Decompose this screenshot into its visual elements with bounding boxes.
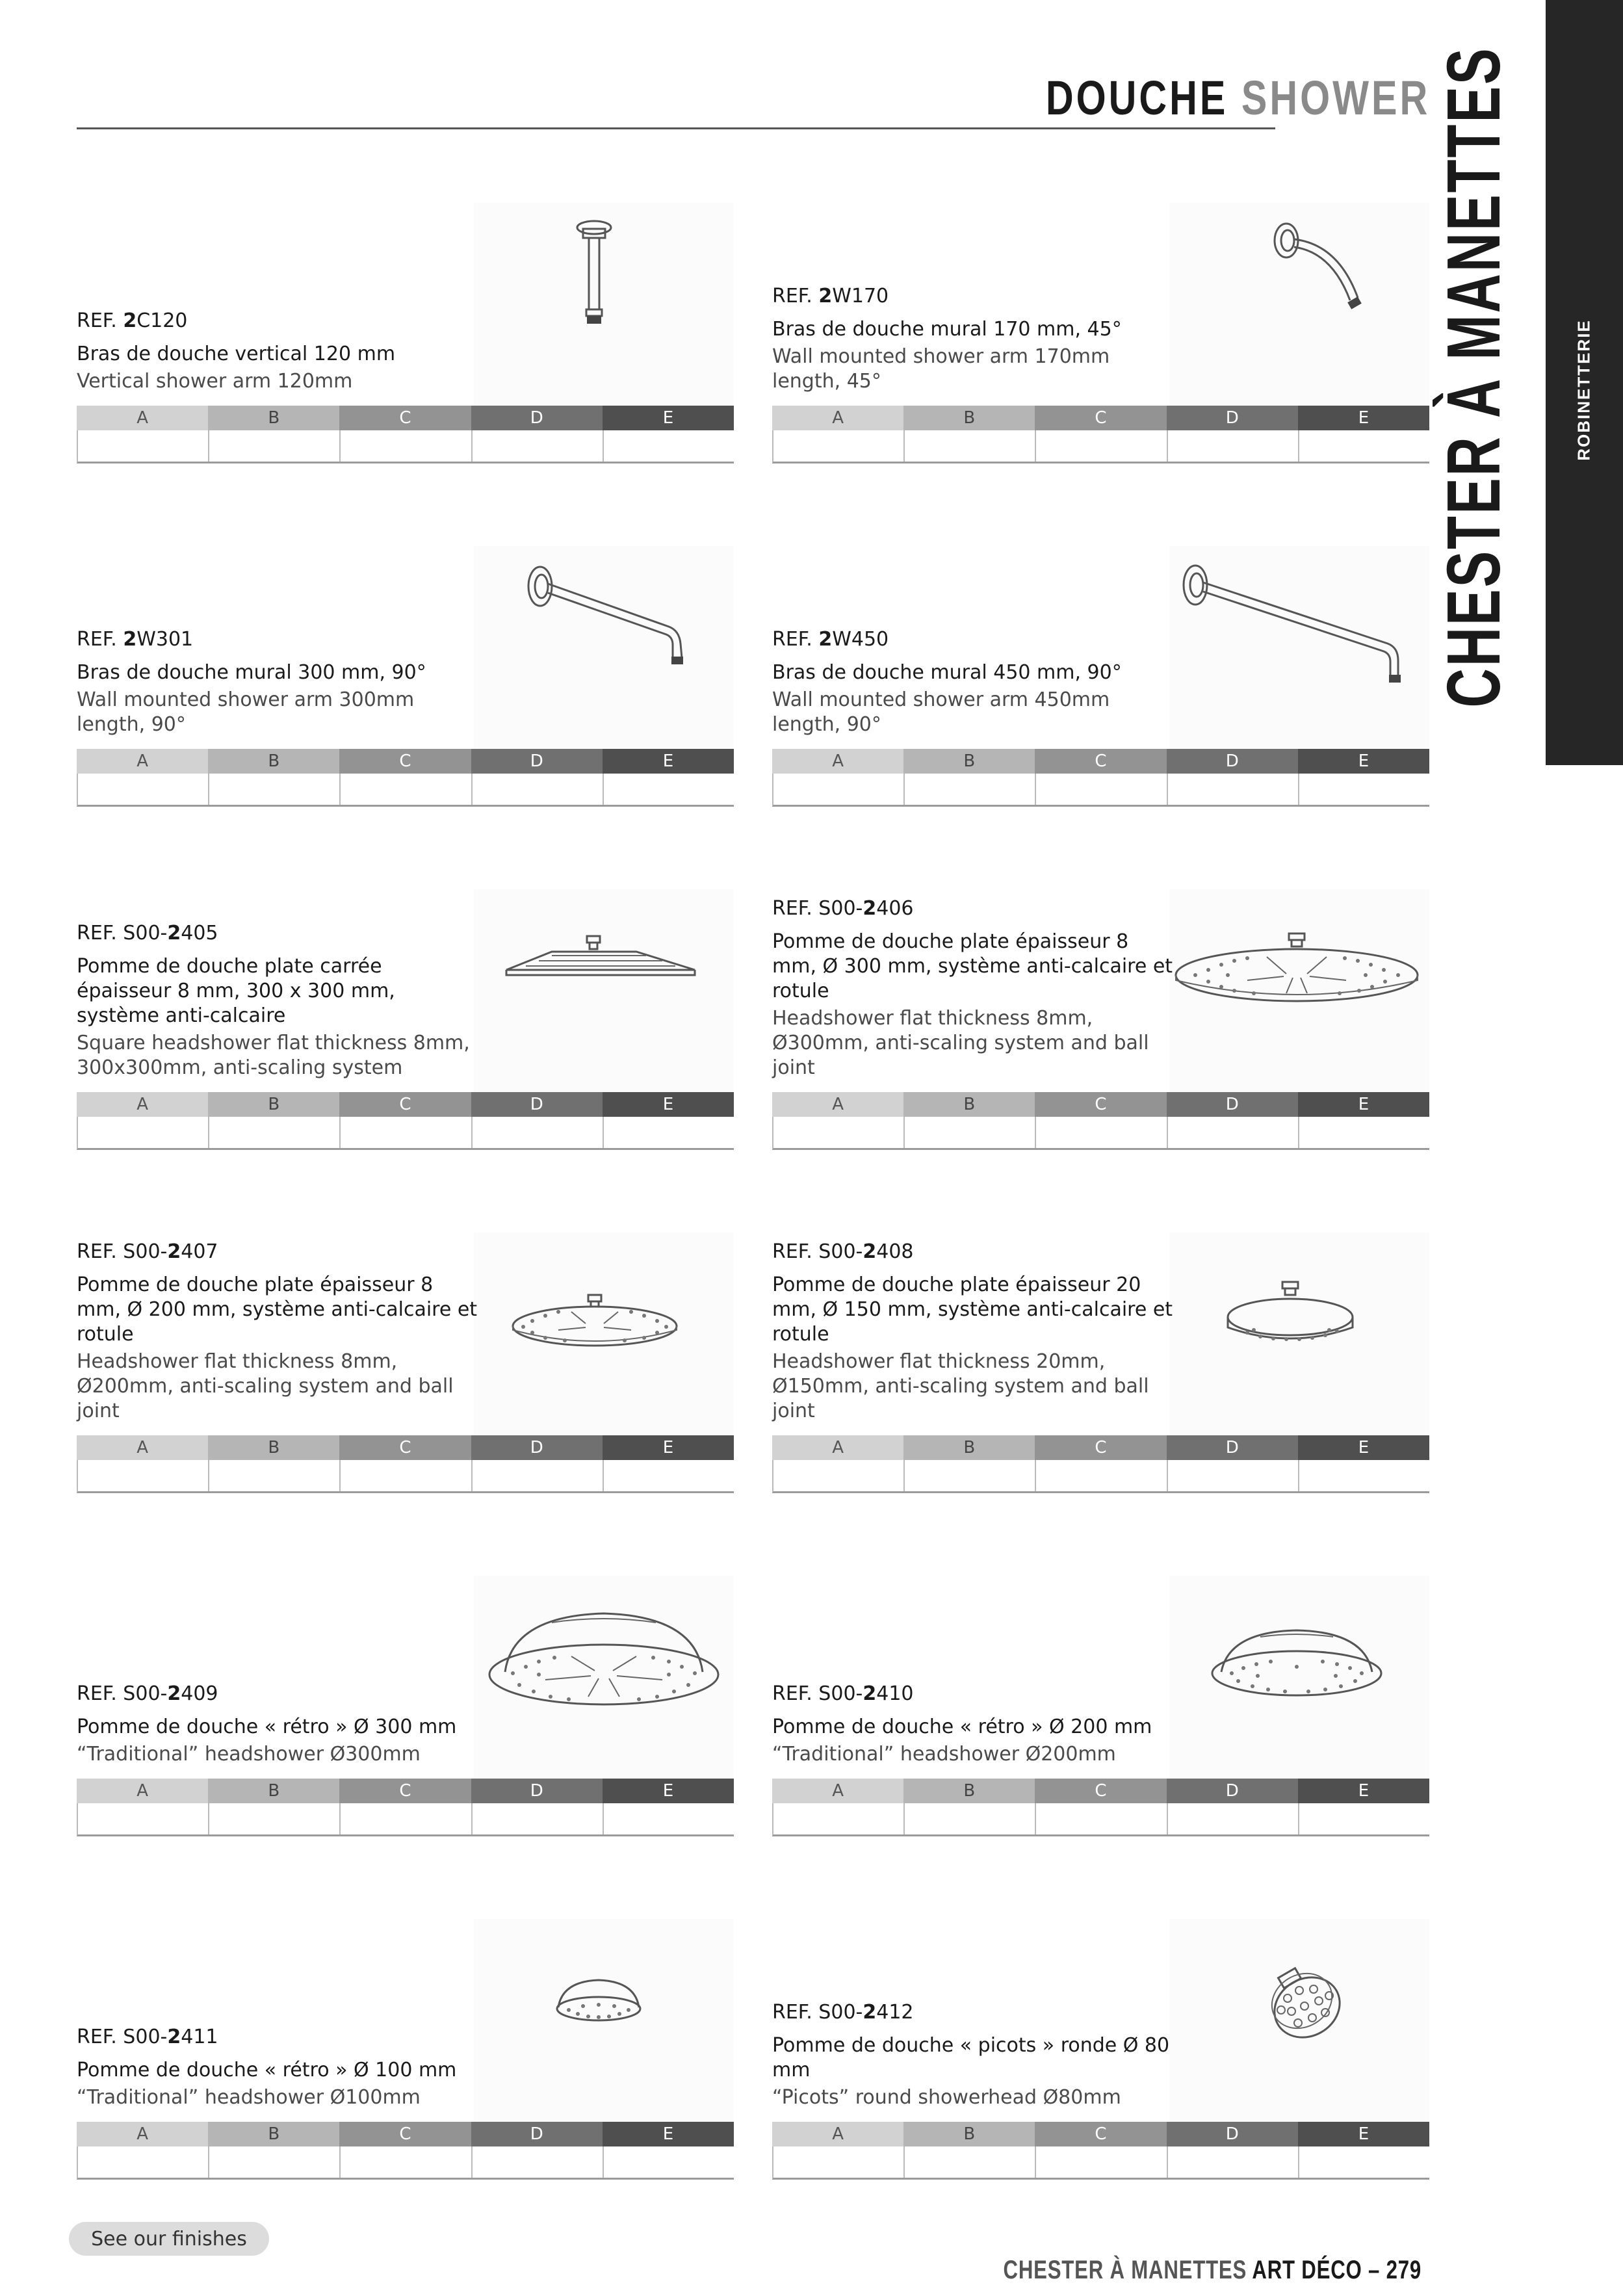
finish-option-c[interactable]: C bbox=[339, 749, 471, 774]
product-card bbox=[772, 546, 1429, 806]
product-card bbox=[77, 1576, 734, 1836]
finish-option-b[interactable]: B bbox=[903, 1779, 1035, 1803]
finish-value-cell bbox=[1036, 1460, 1167, 1491]
product-name-fr: Pomme de douche « rétro » Ø 200 mm bbox=[772, 1715, 1152, 1738]
product-name-en: “Picots” round showerhead Ø80mm bbox=[772, 2086, 1121, 2109]
product-name-en: Headshower flat thickness 8mm, Ø200mm, anti-scaling system and ball joint bbox=[77, 1350, 454, 1422]
finish-value-cell bbox=[1036, 774, 1167, 805]
finish-option-b[interactable]: B bbox=[903, 406, 1035, 430]
finish-option-b[interactable]: B bbox=[208, 1779, 339, 1803]
finish-option-a[interactable]: A bbox=[772, 1092, 903, 1117]
product-name-fr: Pomme de douche « picots » ronde Ø 80 mm bbox=[772, 2034, 1170, 2081]
ref-bold: 2 bbox=[167, 2026, 181, 2048]
finish-option-e[interactable]: E bbox=[1298, 2122, 1429, 2146]
finish-value-row bbox=[77, 1803, 734, 1836]
ref-suffix: 405 bbox=[181, 922, 218, 945]
product-name-fr: Pomme de douche « rétro » Ø 100 mm bbox=[77, 2059, 457, 2081]
ref-bold: 2 bbox=[818, 285, 833, 307]
product-card bbox=[77, 889, 734, 1149]
product-text bbox=[772, 897, 1175, 1080]
product-text bbox=[772, 1240, 1175, 1424]
finish-value-cell bbox=[1299, 774, 1429, 805]
finish-option-b[interactable]: B bbox=[208, 1435, 339, 1460]
round-showerhead-icon bbox=[474, 1233, 734, 1451]
finish-value-cell bbox=[78, 1460, 209, 1491]
finish-option-a[interactable]: A bbox=[772, 1435, 903, 1460]
finish-value-cell bbox=[604, 1803, 734, 1834]
finish-header-row bbox=[772, 406, 1429, 430]
vertical-arm-icon bbox=[474, 203, 734, 421]
finish-value-row bbox=[77, 1460, 734, 1493]
finish-option-e[interactable]: E bbox=[1298, 1092, 1429, 1117]
ref-prefix: REF. S00- bbox=[77, 2026, 168, 2048]
ref-prefix: REF. bbox=[77, 628, 123, 651]
product-name-fr: Pomme de douche plate épaisseur 8 mm, Ø 300 mm, système anti-calcaire et rotule bbox=[772, 930, 1173, 1002]
finish-table bbox=[772, 1435, 1429, 1493]
finish-header-row bbox=[772, 1435, 1429, 1460]
finish-option-d[interactable]: D bbox=[471, 406, 603, 430]
finish-value-cell bbox=[1168, 1460, 1299, 1491]
finish-option-c[interactable]: C bbox=[339, 406, 471, 430]
finish-value-cell bbox=[773, 1803, 905, 1834]
finish-option-e[interactable]: E bbox=[1298, 749, 1429, 774]
product-ref bbox=[77, 628, 480, 651]
ref-bold: 2 bbox=[863, 2001, 877, 2024]
product-name-en: Square headshower flat thickness 8mm, 300x300mm, anti-scaling system bbox=[77, 1032, 470, 1079]
product-name-en: Wall mounted shower arm 300mm length, 90° bbox=[77, 688, 415, 736]
product-image bbox=[474, 889, 734, 1108]
square-showerhead-icon bbox=[474, 889, 734, 1108]
round-showerhead-icon bbox=[1169, 1233, 1429, 1451]
finish-value-cell bbox=[209, 1803, 341, 1834]
product-text bbox=[772, 2001, 1175, 2110]
finish-option-d[interactable]: D bbox=[471, 2122, 603, 2146]
product-image bbox=[474, 1233, 734, 1451]
finish-value-cell bbox=[1036, 430, 1167, 462]
footer-collection: ART DÉCO bbox=[1252, 2256, 1362, 2284]
product-image bbox=[474, 1919, 734, 2137]
finish-table bbox=[77, 406, 734, 463]
product-image bbox=[1169, 1576, 1429, 1794]
finish-header-row bbox=[77, 1779, 734, 1803]
finish-option-e[interactable]: E bbox=[603, 406, 734, 430]
product-name-fr: Pomme de douche plate carrée épaisseur 8 mm, 300 x 300 mm, système anti-calcaire bbox=[77, 955, 395, 1027]
finish-option-a[interactable]: A bbox=[77, 1779, 208, 1803]
finish-value-cell bbox=[905, 430, 1036, 462]
finish-value-cell bbox=[1299, 1803, 1429, 1834]
finish-value-cell bbox=[905, 1460, 1036, 1491]
finish-value-cell bbox=[209, 1460, 341, 1491]
finish-value-cell bbox=[1036, 1803, 1167, 1834]
finish-option-c[interactable]: C bbox=[1035, 1779, 1166, 1803]
finish-option-d[interactable]: D bbox=[471, 1435, 603, 1460]
ref-suffix: 409 bbox=[181, 1682, 218, 1705]
finish-option-c[interactable]: C bbox=[1035, 2122, 1166, 2146]
finish-option-b[interactable]: B bbox=[903, 749, 1035, 774]
finish-option-e[interactable]: E bbox=[603, 1092, 734, 1117]
series-title: CHESTER À MANETTES bbox=[1431, 46, 1516, 708]
finish-value-cell bbox=[209, 2146, 341, 2178]
product-name-fr: Bras de douche vertical 120 mm bbox=[77, 343, 396, 365]
product-ref bbox=[77, 2026, 480, 2049]
finish-value-cell bbox=[473, 2146, 604, 2178]
finish-table bbox=[77, 749, 734, 806]
finish-option-b[interactable]: B bbox=[903, 2122, 1035, 2146]
product-image bbox=[1169, 1233, 1429, 1451]
finish-value-cell bbox=[473, 1460, 604, 1491]
product-name-en: Headshower flat thickness 8mm, Ø300mm, anti-scaling system and ball joint bbox=[772, 1007, 1149, 1079]
product-name-fr: Bras de douche mural 300 mm, 90° bbox=[77, 661, 426, 684]
finish-value-cell bbox=[905, 774, 1036, 805]
finish-option-a[interactable]: A bbox=[77, 2122, 208, 2146]
product-name-fr: Pomme de douche plate épaisseur 20 mm, Ø 150 mm, système anti-calcaire et rotule bbox=[772, 1273, 1173, 1346]
product-name-fr: Pomme de douche plate épaisseur 8 mm, Ø 200 mm, système anti-calcaire et rotule bbox=[77, 1273, 478, 1346]
finish-value-cell bbox=[1299, 1460, 1429, 1491]
finish-option-d[interactable]: D bbox=[1167, 1779, 1298, 1803]
retro-showerhead-icon bbox=[474, 1919, 734, 2137]
product-ref bbox=[77, 1240, 480, 1264]
product-text bbox=[772, 285, 1175, 394]
product-image bbox=[474, 1576, 734, 1794]
ref-prefix: REF. bbox=[772, 285, 819, 307]
finish-value-cell bbox=[1299, 430, 1429, 462]
finish-value-cell bbox=[209, 774, 341, 805]
finish-header-row bbox=[77, 749, 734, 774]
finish-option-d[interactable]: D bbox=[471, 1779, 603, 1803]
ref-prefix: REF. S00- bbox=[77, 1682, 168, 1705]
ref-prefix: REF. S00- bbox=[77, 922, 168, 945]
product-ref bbox=[772, 897, 1175, 920]
product-name-fr: Pomme de douche « rétro » Ø 300 mm bbox=[77, 1715, 457, 1738]
finish-value-cell bbox=[341, 1803, 472, 1834]
finish-value-cell bbox=[773, 430, 905, 462]
finish-header-row bbox=[772, 1092, 1429, 1117]
wall-arm-icon bbox=[474, 546, 734, 764]
product-ref bbox=[772, 628, 1175, 651]
finish-option-c[interactable]: C bbox=[339, 1779, 471, 1803]
wall-arm-icon bbox=[1169, 203, 1429, 421]
product-ref bbox=[77, 1682, 480, 1706]
finish-value-cell bbox=[78, 1803, 209, 1834]
product-name-en: “Traditional” headshower Ø200mm bbox=[772, 1743, 1116, 1766]
finish-option-a[interactable]: A bbox=[77, 1092, 208, 1117]
finish-option-e[interactable]: E bbox=[1298, 1779, 1429, 1803]
ref-suffix: 411 bbox=[181, 2026, 218, 2048]
finish-header-row bbox=[772, 2122, 1429, 2146]
finish-value-cell bbox=[341, 2146, 472, 2178]
finish-value-cell bbox=[773, 1117, 905, 1148]
finish-value-row bbox=[772, 774, 1429, 807]
product-name-en: “Traditional” headshower Ø100mm bbox=[77, 2086, 421, 2109]
ref-bold: 2 bbox=[863, 1682, 877, 1705]
finish-option-c[interactable]: C bbox=[1035, 749, 1166, 774]
product-text bbox=[77, 922, 480, 1080]
product-name-en: Headshower flat thickness 20mm, Ø150mm, anti-scaling system and ball joint bbox=[772, 1350, 1149, 1422]
finish-option-a[interactable]: A bbox=[772, 406, 903, 430]
finish-option-a[interactable]: A bbox=[772, 749, 903, 774]
ref-bold: 2 bbox=[863, 897, 877, 920]
finish-option-b[interactable]: B bbox=[208, 406, 339, 430]
finish-option-a[interactable]: A bbox=[772, 2122, 903, 2146]
header-title-en: SHOWER bbox=[1241, 71, 1430, 125]
finish-value-cell bbox=[1036, 1117, 1167, 1148]
product-text bbox=[77, 1240, 480, 1424]
finish-value-cell bbox=[1168, 430, 1299, 462]
product-name-fr: Bras de douche mural 170 mm, 45° bbox=[772, 318, 1122, 341]
finish-option-d[interactable]: D bbox=[1167, 406, 1298, 430]
finish-table bbox=[77, 1092, 734, 1149]
finish-table bbox=[772, 2122, 1429, 2179]
footer-series: CHESTER À MANETTES bbox=[1003, 2256, 1247, 2284]
section-tab-label: ROBINETTERIE bbox=[1574, 319, 1594, 461]
product-card bbox=[772, 203, 1429, 463]
retro-showerhead-icon bbox=[1169, 1576, 1429, 1794]
product-ref bbox=[77, 922, 480, 945]
finish-value-cell bbox=[473, 774, 604, 805]
header-title-fr: DOUCHE bbox=[1045, 71, 1228, 125]
product-ref bbox=[772, 285, 1175, 308]
finish-table bbox=[772, 749, 1429, 806]
finish-option-a[interactable]: A bbox=[77, 406, 208, 430]
product-text bbox=[77, 1682, 480, 1767]
finish-value-cell bbox=[209, 430, 341, 462]
product-image bbox=[1169, 546, 1429, 764]
finish-value-cell bbox=[905, 1803, 1036, 1834]
round-showerhead-icon bbox=[1169, 889, 1429, 1108]
product-card bbox=[772, 889, 1429, 1149]
ref-suffix: 410 bbox=[876, 1682, 914, 1705]
finish-value-cell bbox=[78, 774, 209, 805]
finish-table bbox=[77, 1779, 734, 1836]
finish-option-d[interactable]: D bbox=[1167, 1092, 1298, 1117]
finish-header-row bbox=[772, 749, 1429, 774]
product-text bbox=[772, 1682, 1175, 1767]
product-text bbox=[77, 309, 480, 394]
ref-bold: 2 bbox=[818, 628, 833, 651]
finish-value-row bbox=[77, 1117, 734, 1150]
product-name-en: Wall mounted shower arm 170mm length, 45° bbox=[772, 345, 1110, 393]
finish-value-cell bbox=[773, 774, 905, 805]
product-card bbox=[772, 1919, 1429, 2179]
finish-option-b[interactable]: B bbox=[208, 2122, 339, 2146]
product-ref bbox=[772, 2001, 1175, 2024]
finish-header-row bbox=[77, 2122, 734, 2146]
finish-option-a[interactable]: A bbox=[77, 749, 208, 774]
retro-showerhead-icon bbox=[474, 1576, 734, 1794]
product-name-en: Vertical shower arm 120mm bbox=[77, 370, 353, 393]
ref-prefix: REF. S00- bbox=[772, 1682, 863, 1705]
product-image bbox=[474, 546, 734, 764]
ref-prefix: REF. S00- bbox=[772, 897, 863, 920]
finish-option-e[interactable]: E bbox=[1298, 1435, 1429, 1460]
finish-header-row bbox=[77, 406, 734, 430]
finish-option-e[interactable]: E bbox=[1298, 406, 1429, 430]
finish-option-d[interactable]: D bbox=[1167, 2122, 1298, 2146]
finish-value-row bbox=[772, 1803, 1429, 1836]
header-divider bbox=[77, 127, 1275, 129]
product-card bbox=[77, 1233, 734, 1493]
finish-value-row bbox=[772, 430, 1429, 463]
finish-value-cell bbox=[341, 774, 472, 805]
finish-value-cell bbox=[1168, 1803, 1299, 1834]
finish-value-row bbox=[772, 2146, 1429, 2180]
finish-option-c[interactable]: C bbox=[1035, 1435, 1166, 1460]
ref-prefix: REF. bbox=[772, 628, 819, 651]
ref-suffix: 412 bbox=[876, 2001, 914, 2024]
finish-option-a[interactable]: A bbox=[772, 1779, 903, 1803]
wall-arm-icon bbox=[1169, 546, 1429, 764]
product-image bbox=[1169, 1919, 1429, 2137]
ref-prefix: REF. bbox=[77, 309, 123, 332]
finish-value-row bbox=[772, 1117, 1429, 1150]
finish-value-cell bbox=[78, 1117, 209, 1148]
product-ref bbox=[77, 309, 480, 333]
finish-option-a[interactable]: A bbox=[77, 1435, 208, 1460]
finish-value-cell bbox=[341, 430, 472, 462]
see-finishes-button[interactable]: See our finishes bbox=[69, 2222, 269, 2256]
finish-value-cell bbox=[1299, 2146, 1429, 2178]
finish-option-d[interactable]: D bbox=[471, 1092, 603, 1117]
ref-bold: 2 bbox=[863, 1240, 877, 1263]
finish-value-cell bbox=[604, 1460, 734, 1491]
finish-value-cell bbox=[905, 1117, 1036, 1148]
finish-value-cell bbox=[78, 2146, 209, 2178]
finish-option-e[interactable]: E bbox=[603, 749, 734, 774]
ref-suffix: 407 bbox=[181, 1240, 218, 1263]
finish-value-cell bbox=[604, 2146, 734, 2178]
finish-table bbox=[77, 1435, 734, 1493]
product-image bbox=[1169, 203, 1429, 421]
ref-prefix: REF. S00- bbox=[772, 2001, 863, 2024]
finish-value-cell bbox=[905, 2146, 1036, 2178]
product-card bbox=[77, 203, 734, 463]
ref-suffix: 408 bbox=[876, 1240, 914, 1263]
finish-table bbox=[772, 1779, 1429, 1836]
finish-option-d[interactable]: D bbox=[1167, 1435, 1298, 1460]
finish-value-row bbox=[77, 430, 734, 463]
page-footer bbox=[1003, 2256, 1422, 2285]
finish-option-d[interactable]: D bbox=[1167, 749, 1298, 774]
product-ref bbox=[772, 1240, 1175, 1264]
ref-prefix: REF. S00- bbox=[77, 1240, 168, 1263]
finish-option-b[interactable]: B bbox=[903, 1092, 1035, 1117]
finish-value-cell bbox=[604, 1117, 734, 1148]
finish-value-cell bbox=[341, 1117, 472, 1148]
finish-value-cell bbox=[1168, 774, 1299, 805]
product-card bbox=[772, 1233, 1429, 1493]
finish-value-cell bbox=[773, 2146, 905, 2178]
finish-option-d[interactable]: D bbox=[471, 749, 603, 774]
finish-value-cell bbox=[473, 430, 604, 462]
finish-header-row bbox=[77, 1092, 734, 1117]
finish-value-cell bbox=[341, 1460, 472, 1491]
finish-option-c[interactable]: C bbox=[339, 1092, 471, 1117]
product-card bbox=[77, 1919, 734, 2179]
finish-option-c[interactable]: C bbox=[1035, 1092, 1166, 1117]
finish-table bbox=[772, 1092, 1429, 1149]
finish-option-e[interactable]: E bbox=[603, 1435, 734, 1460]
product-image bbox=[474, 203, 734, 421]
product-name-en: “Traditional” headshower Ø300mm bbox=[77, 1743, 421, 1766]
ref-suffix: C120 bbox=[136, 309, 188, 332]
finish-option-e[interactable]: E bbox=[603, 2122, 734, 2146]
finish-value-cell bbox=[1168, 1117, 1299, 1148]
finish-value-cell bbox=[473, 1117, 604, 1148]
ref-suffix: 406 bbox=[876, 897, 914, 920]
ref-bold: 2 bbox=[123, 628, 137, 651]
ref-suffix: W170 bbox=[832, 285, 889, 307]
footer-separator: – bbox=[1362, 2256, 1386, 2284]
picots-showerhead-icon bbox=[1169, 1919, 1429, 2137]
product-name-fr: Bras de douche mural 450 mm, 90° bbox=[772, 661, 1122, 684]
product-card bbox=[772, 1576, 1429, 1836]
page-number: 279 bbox=[1386, 2256, 1422, 2284]
finish-value-cell bbox=[209, 1117, 341, 1148]
finish-header-row bbox=[77, 1435, 734, 1460]
finish-table bbox=[772, 406, 1429, 463]
finish-value-cell bbox=[78, 430, 209, 462]
finish-value-cell bbox=[473, 1803, 604, 1834]
finish-option-b[interactable]: B bbox=[208, 1092, 339, 1117]
finish-value-cell bbox=[1036, 2146, 1167, 2178]
finish-option-c[interactable]: C bbox=[1035, 406, 1166, 430]
finish-value-row bbox=[77, 2146, 734, 2180]
finish-option-c[interactable]: C bbox=[339, 1435, 471, 1460]
finish-value-cell bbox=[1299, 1117, 1429, 1148]
finish-value-cell bbox=[604, 430, 734, 462]
finish-value-row bbox=[772, 1460, 1429, 1493]
product-image bbox=[1169, 889, 1429, 1108]
product-name-en: Wall mounted shower arm 450mm length, 90° bbox=[772, 688, 1110, 736]
finish-option-c[interactable]: C bbox=[339, 2122, 471, 2146]
product-text bbox=[77, 628, 480, 737]
product-text bbox=[77, 2026, 480, 2110]
product-ref bbox=[772, 1682, 1175, 1706]
ref-bold: 2 bbox=[167, 922, 181, 945]
page-header-title bbox=[1046, 70, 1430, 125]
ref-bold: 2 bbox=[167, 1240, 181, 1263]
finish-value-cell bbox=[604, 774, 734, 805]
ref-prefix: REF. S00- bbox=[772, 1240, 863, 1263]
ref-suffix: W450 bbox=[832, 628, 889, 651]
finish-table bbox=[77, 2122, 734, 2179]
finish-value-row bbox=[77, 774, 734, 807]
ref-bold: 2 bbox=[123, 309, 137, 332]
finish-option-b[interactable]: B bbox=[903, 1435, 1035, 1460]
finish-option-e[interactable]: E bbox=[603, 1779, 734, 1803]
finish-value-cell bbox=[773, 1460, 905, 1491]
finish-value-cell bbox=[1168, 2146, 1299, 2178]
product-card bbox=[77, 546, 734, 806]
finish-option-b[interactable]: B bbox=[208, 749, 339, 774]
ref-suffix: W301 bbox=[136, 628, 194, 651]
ref-bold: 2 bbox=[167, 1682, 181, 1705]
finish-header-row bbox=[772, 1779, 1429, 1803]
product-text bbox=[772, 628, 1175, 737]
